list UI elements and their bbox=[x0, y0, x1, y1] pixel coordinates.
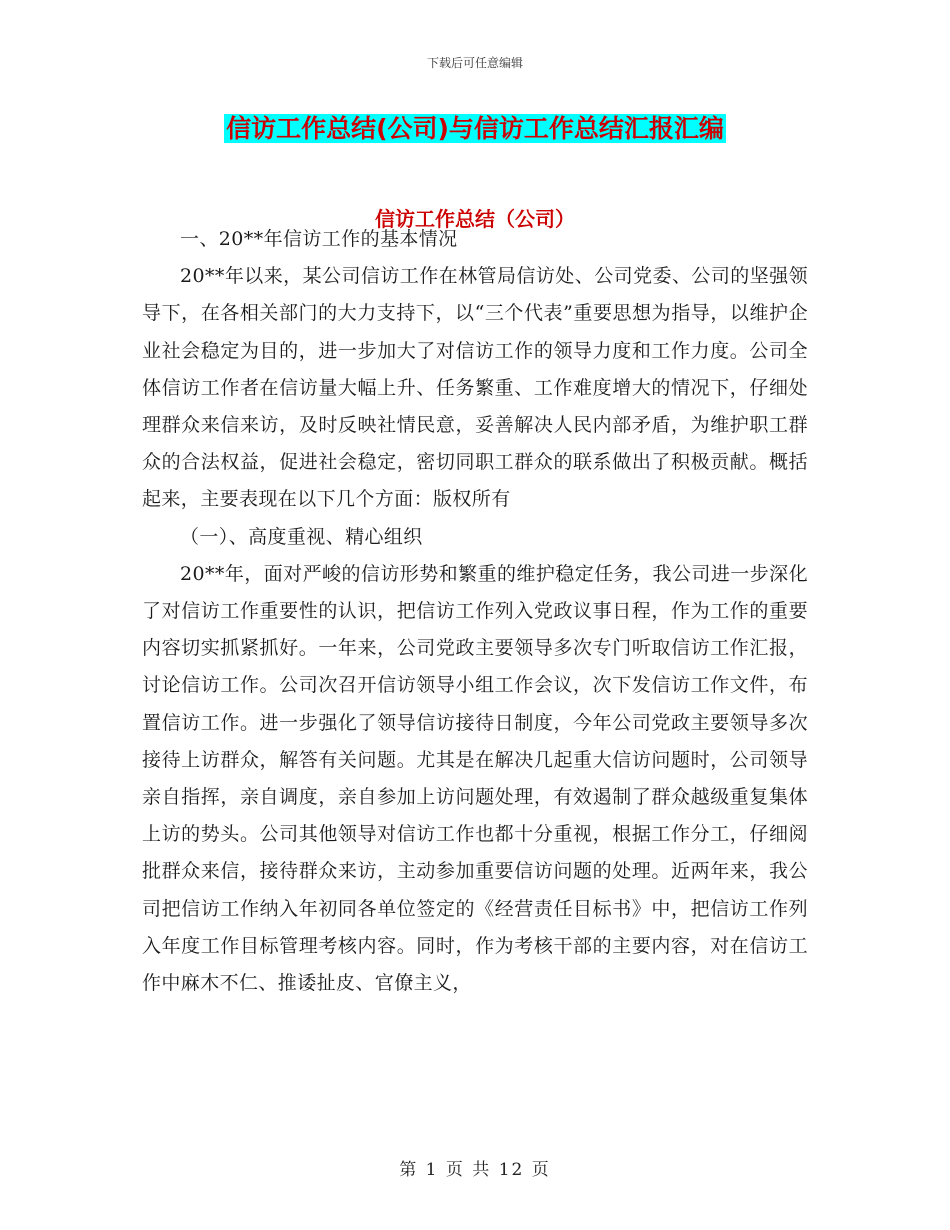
paragraph-overview: 20**年以来，某公司信访工作在林管局信访处、公司党委、公司的坚强领导下，在各相关部门的大力支持下，以“三个代表”重要思想为指导，以维护企业社会稳定为目的，进一步加大了对信访工作的领导力度和工作力度。公司全体信访工作者在信访量大幅上升、任务繁重、工作难度增大的情况下，仔细处理群众来信来访，及时反映社情民意，妥善解决人民内部矛盾，为维护职工群众的合法权益，促进社会稳定，密切同职工群众的联系做出了积极贡献。概括起来，主要表现在以下几个方面：版权所有 bbox=[142, 265, 808, 511]
heading-basic-situation: 一、20**年信访工作的基本情况 bbox=[180, 228, 458, 250]
page-footer: 第 1 页 共 12 页 bbox=[399, 1160, 551, 1180]
section-title: 信访工作总结（公司） bbox=[375, 207, 575, 231]
document-title-text: 信访工作总结(公司)与信访工作总结汇报汇编 bbox=[226, 114, 724, 143]
paragraph-attention: 20**年，面对严峻的信访形势和繁重的维护稳定任务，我公司进一步深化了对信访工作重要性的认识，把信访工作列入党政议事日程，作为工作的重要内容切实抓紧抓好。一年来，公司党政主要领导多次专门听取信访工作汇报，讨论信访工作。公司次召开信访领导小组工作会议，次下发信访工作文件，布置信访工作。进一步强化了领导信访接待日制度，今年公司党政主要领导多次接待上访群众，解答有关问题。尤其是在解决几起重大信访问题时，公司领导亲自指挥，亲自调度，亲自参加上访问题处理，有效遏制了群众越级重复集体上访的势头。公司其他领导对信访工作也都十分重视，根据工作分工，仔细阅批群众来信，接待群众来访，主动参加重要信访问题的处理。近两年来，我公司把信访工作纳入年初同各单位签定的《经营责任目标书》中，把信访工作列入年度工作目标管理考核内容。同时，作为考核干部的主要内容，对在信访工作中麻木不仁、推诿扯皮、官僚主义， bbox=[142, 562, 808, 995]
document-body bbox=[142, 221, 808, 1002]
header-note: 下载后可任意编辑 bbox=[426, 56, 523, 70]
heading-attention-organization: （一）、高度重视、精心组织 bbox=[180, 525, 423, 548]
document-title bbox=[0, 112, 950, 146]
